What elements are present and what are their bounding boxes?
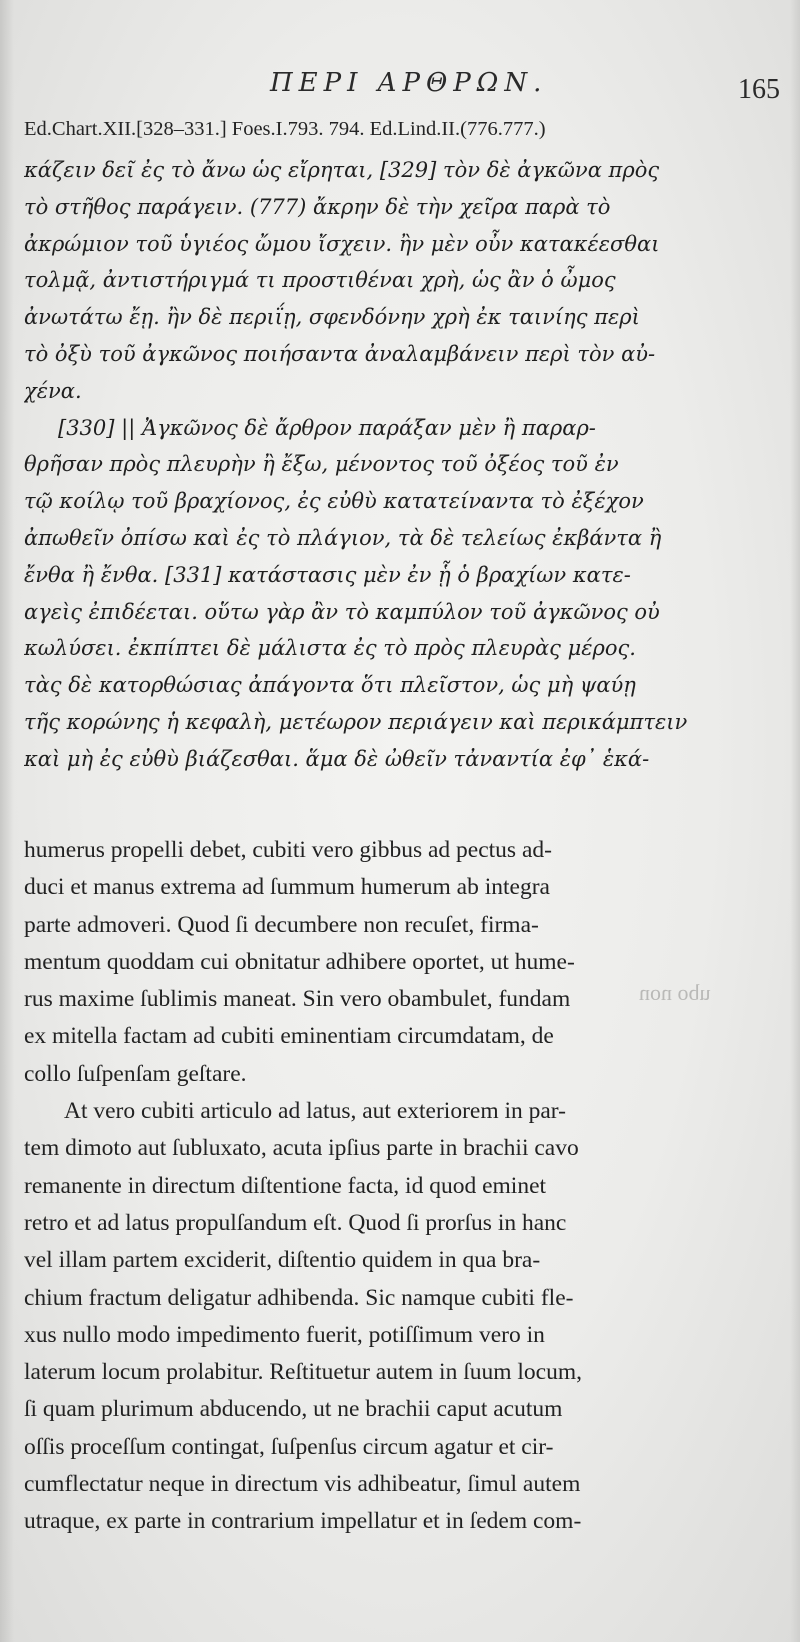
greek-line: ἀνωτάτω ἔῃ. ἢν δὲ περιΐῃ, σφενδόνην χρὴ ἐκ ταινίης περὶ xyxy=(24,305,640,330)
latin-line: tem dimoto aut ſubluxato, acuta ipſius parte in brachii cavo xyxy=(24,1135,579,1162)
latin-line: rus maxime ſublimis maneat. Sin vero obambulet, fundam xyxy=(24,986,571,1013)
page-edge-shadow xyxy=(790,0,800,1642)
greek-line: τῷ κοίλῳ τοῦ βραχίονος, ἐς εὐθὺ κατατείναντα τὸ ἐξέχον xyxy=(24,489,644,514)
greek-line: ἀκρώμιον τοῦ ὑγιέος ὤμου ἴσχειν. ἢν μὲν οὖν κατακέεσθαι xyxy=(24,231,660,256)
greek-line: ἀπωθεῖν ὀπίσω καὶ ἐς τὸ πλάγιον, τὰ δὲ τελείως ἐκβάντα ἢ xyxy=(24,525,662,550)
greek-line: κωλύσει. ἐκπίπτει δὲ μάλιστα ἐς τὸ πρὸς πλευρὰς μέρος. xyxy=(24,636,636,661)
latin-line: remanente in directum diſtentione facta, id quod eminet xyxy=(24,1172,547,1199)
greek-line: ἔνθα ἢ ἔνθα. [331] κατάστασις μὲν ἐν ᾗ ὁ βραχίων κατε- xyxy=(24,562,631,587)
greek-line: τὸ ὀξὺ τοῦ ἀγκῶνος ποιήσαντα ἀναλαμβάνειν περὶ τὸν αὐ- xyxy=(24,341,656,366)
greek-line: κάζειν δεῖ ἐς τὸ ἄνω ὡς εἴρηται, [329] τὸν δὲ ἀγκῶνα πρὸς xyxy=(24,158,660,182)
greek-line: χένα. xyxy=(24,378,82,403)
latin-line: ex mitella factam ad cubiti eminentiam circumdatam, de xyxy=(24,1023,554,1050)
latin-line: duci et manus extrema ad ſummum humerum ab integra xyxy=(24,874,550,901)
greek-line: τὰς δὲ κατορθώσιας ἀπάγοντα ὅτι πλεῖστον, ὡς μὴ ψαύῃ xyxy=(24,673,636,698)
latin-line: laterum locum prolabitur. Reſtituetur autem in ſuum locum, xyxy=(24,1359,583,1386)
latin-line: At vero cubiti articulo ad latus, aut exteriorem in par- xyxy=(64,1098,566,1125)
greek-text-block xyxy=(24,152,784,778)
greek-line: τῆς κορώνης ἡ κεφαλὴ, μετέωρον περιάγειν καὶ περικάμπτειν xyxy=(24,709,688,734)
greek-line: καὶ μὴ ἐς εὐθὺ βιάζεσθαι. ἅμα δὲ ὠθεῖν τἀναντία ἐφ᾽ ἑκά- xyxy=(24,746,650,771)
latin-line: retro et ad latus propulſandum eſt. Quod ſi prorſus in hanc xyxy=(24,1209,567,1236)
greek-line: τολμᾷ, ἀντιστήριγμά τι προστιθέναι χρὴ, ὡς ἂν ὁ ὦμος xyxy=(24,268,616,293)
latin-line: vel illam partem exciderit, diſtentio quidem in qua bra- xyxy=(24,1247,541,1274)
spine-shadow xyxy=(0,0,14,1642)
greek-line: αγεὶς ἐπιδέεται. οὕτω γὰρ ἂν τὸ καμπύλον τοῦ ἀγκῶνος οὐ xyxy=(24,599,660,624)
page-header xyxy=(0,68,800,108)
latin-line: ſi quam plurimum abducendo, ut ne brachii caput acutum xyxy=(24,1396,563,1423)
latin-line: oſſis proceſſum contingat, ſuſpenſus circum agatur et cir- xyxy=(24,1433,554,1460)
latin-line: collo ſuſpenſam geſtare. xyxy=(24,1060,247,1087)
latin-line: chium fractum deligatur adhibenda. Sic namque cubiti fle- xyxy=(24,1284,574,1311)
latin-line: xus nullo modo impedimento fuerit, potiſſimum vero in xyxy=(24,1321,545,1348)
latin-line: mentum quoddam cui obnitatur adhibere oportet, ut hume- xyxy=(24,948,575,975)
latin-line: cumflectatur neque in directum vis adhibeatur, ſimul autem xyxy=(24,1471,581,1498)
running-title: ΠΕΡΙ ΑΡΘΡΩΝ. xyxy=(270,68,548,98)
latin-line: humerus propelli debet, cubiti vero gibbus ad pectus ad- xyxy=(24,837,552,863)
bleed-through-text: ubo non xyxy=(638,980,710,1005)
greek-line: τὸ στῆθος παράγειν. (777) ἄκρην δὲ τὴν χεῖρα παρὰ τὸ xyxy=(24,194,611,219)
latin-text-block xyxy=(24,832,784,1541)
edition-reference: Ed.Chart.XII.[328–331.] Foes.I.793. 794. Ed.Lind.II.(776.777.) xyxy=(24,118,546,140)
latin-line: parte admoveri. Quod ſi decumbere non recuſet, firma- xyxy=(24,911,539,938)
page-number: 165 xyxy=(738,74,780,105)
greek-line: [330] || Ἀγκῶνος δὲ ἄρθρον παράξαν μὲν ἢ παραρ- xyxy=(58,415,596,440)
latin-line: utraque, ex parte in contrarium impellatur et in ſedem com- xyxy=(24,1508,582,1535)
greek-line: θρῆσαν πρὸς πλευρὴν ἢ ἔξω, μένοντος τοῦ ὀξέος τοῦ ἐν xyxy=(24,452,619,477)
